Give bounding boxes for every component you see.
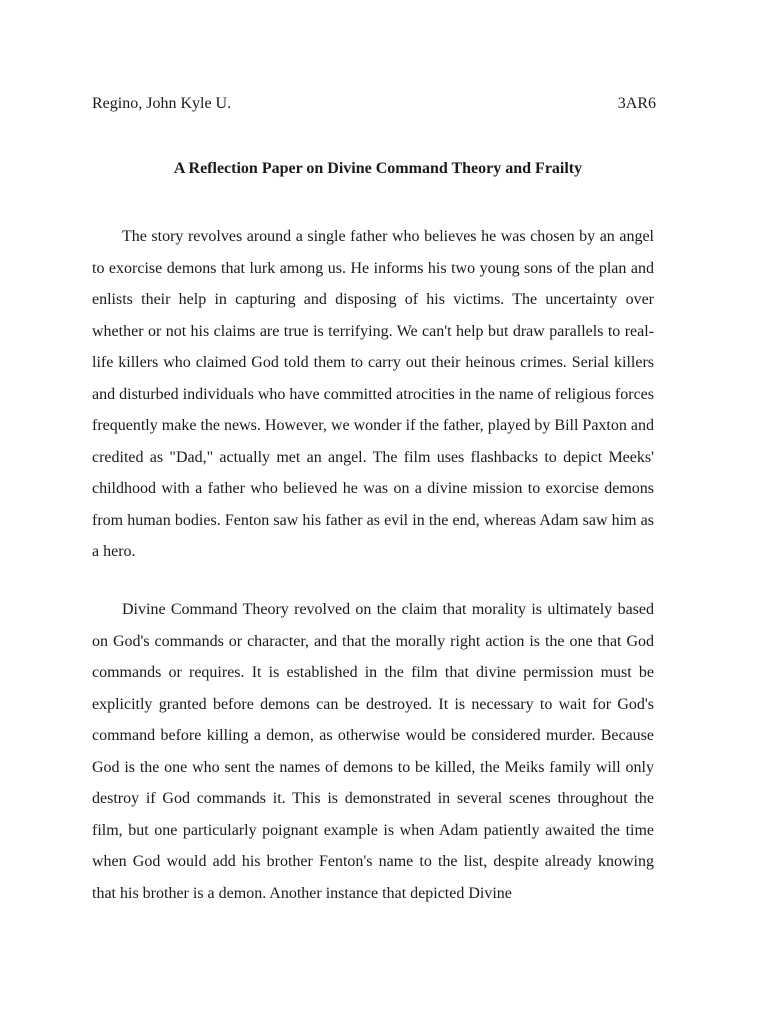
section-code: 3AR6: [617, 95, 656, 112]
paragraph-1: The story revolves around a single father who believes he was chosen by an angel to exorcise demons that lurk among us. He informs his two young sons of the plan and enlists their help in capturing and disposing of his victims. The uncertainty over whether or not his claims are true is terrifying. We can't help but draw parallels to real-life killers who claimed God told them to carry out their heinous crimes. Serial killers and disturbed individuals who have committed atrocities in the name of religious forces frequently make the news. However, we wonder if the father, played by Bill Paxton and credited as "Dad," actually met an angel. The film uses flashbacks to depict Meeks' childhood with a father who believed he was on a divine mission to exorcise demons from human bodies. Fenton saw his father as evil in the end, whereas Adam saw him as a hero.: [92, 228, 654, 560]
paragraph-2: Divine Command Theory revolved on the claim that morality is ultimately based on God's commands or character, and that the morally right action is the one that God commands or requires. It is established in the film that divine permission must be explicitly granted before demons can be destroyed. It is necessary to wait for God's command before killing a demon, as otherwise would be considered murder. Because God is the one who sent the names of demons to be killed, the Meiks family will only destroy if God commands it. This is demonstrated in several scenes throughout the film, but one particularly poignant example is when Adam patiently awaited the time when God would add his brother Fenton's name to the list, despite already knowing that his brother is a demon. Another instance that depicted Divine: [92, 601, 654, 902]
document-title: A Reflection Paper on Divine Command Theory and Frailty: [173, 160, 583, 177]
document-header: [92, 92, 656, 116]
author-name: Regino, John Kyle U.: [92, 95, 232, 112]
